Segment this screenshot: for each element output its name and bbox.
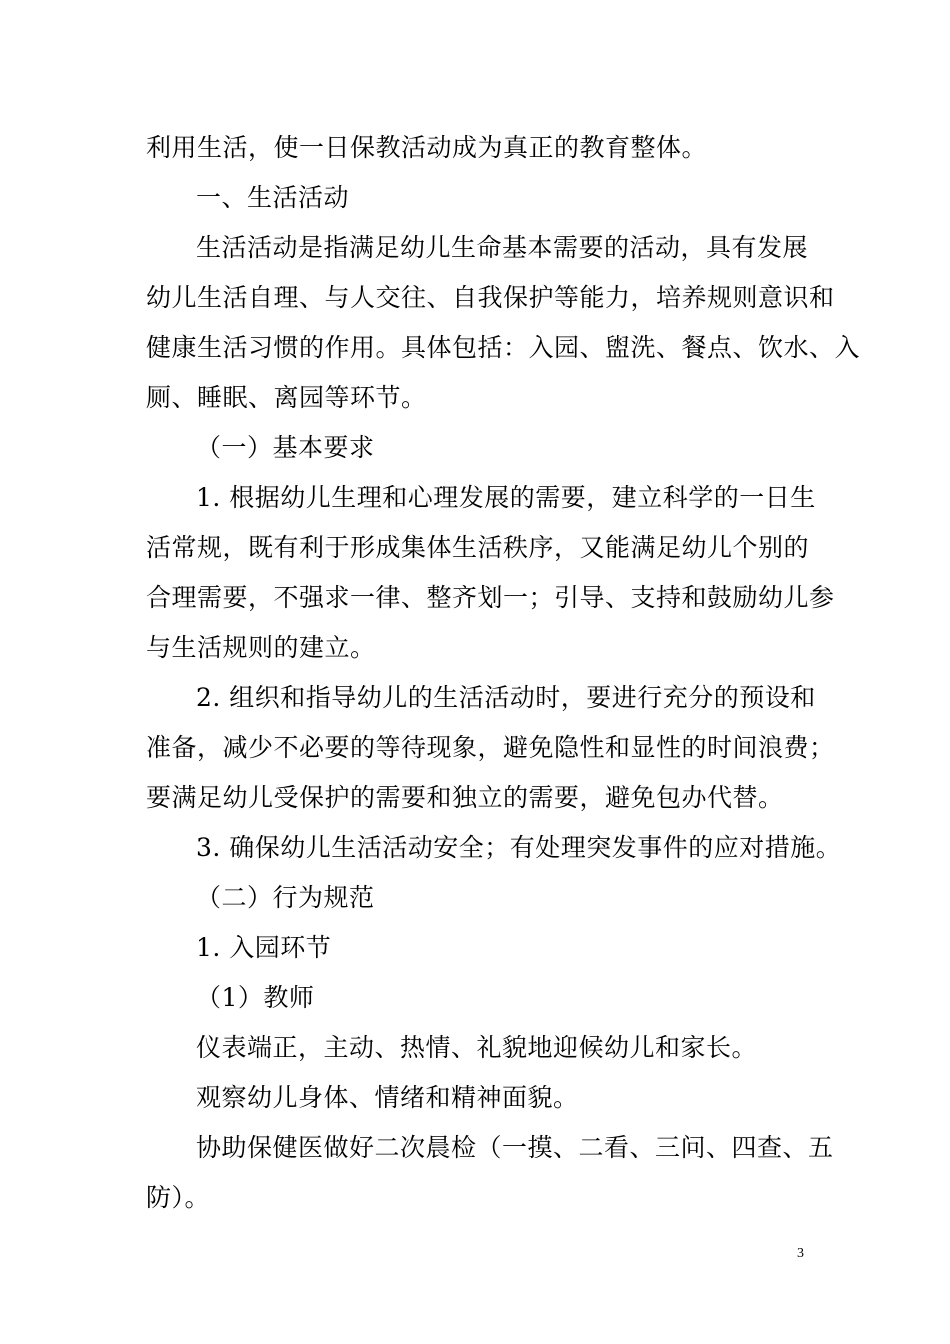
body-text-line: 健康生活习惯的作用。具体包括：入园、盥洗、餐点、饮水、入 — [146, 333, 861, 362]
body-text-line: 幼儿生活自理、与人交往、自我保护等能力，培养规则意识和 — [146, 283, 835, 312]
body-text-line: 利用生活，使一日保教活动成为真正的教育整体。 — [146, 133, 708, 162]
body-text-line: 协助保健医做好二次晨检（一摸、二看、三问、四查、五 — [196, 1133, 834, 1162]
body-text-line: 准备，减少不必要的等待现象，避免隐性和显性的时间浪费； — [146, 733, 835, 762]
body-text-line: 与生活规则的建立。 — [146, 633, 376, 662]
body-text-line: 防）。 — [146, 1183, 211, 1212]
body-text-line: 活常规，既有利于形成集体生活秩序，又能满足幼儿个别的 — [146, 533, 810, 562]
item-subheading: （1）教师 — [196, 983, 315, 1012]
body-text-line: 合理需要，不强求一律、整齐划一；引导、支持和鼓励幼儿参 — [146, 583, 835, 612]
body-text-line: 仪表端正，主动、热情、礼貌地迎候幼儿和家长。 — [196, 1033, 758, 1062]
page-number: 3 — [797, 1246, 804, 1261]
body-text-line: 2. 组织和指导幼儿的生活活动时，要进行充分的预设和 — [196, 683, 816, 712]
body-text-line: 3. 确保幼儿生活活动安全；有处理突发事件的应对措施。 — [196, 833, 842, 862]
body-text-line: 要满足幼儿受保护的需要和独立的需要，避免包办代替。 — [146, 783, 784, 812]
body-text-line: 厕、睡眠、离园等环节。 — [146, 383, 427, 412]
item-heading: 1. 入园环节 — [196, 933, 332, 962]
subsection-heading: （一）基本要求 — [196, 433, 375, 462]
body-text-line: 1. 根据幼儿生理和心理发展的需要，建立科学的一日生 — [196, 483, 816, 512]
body-text-line: 生活活动是指满足幼儿生命基本需要的活动，具有发展 — [196, 233, 809, 262]
section-heading: 一、生活活动 — [196, 183, 350, 212]
body-text-line: 观察幼儿身体、情绪和精神面貌。 — [196, 1083, 579, 1112]
subsection-heading: （二）行为规范 — [196, 883, 375, 912]
